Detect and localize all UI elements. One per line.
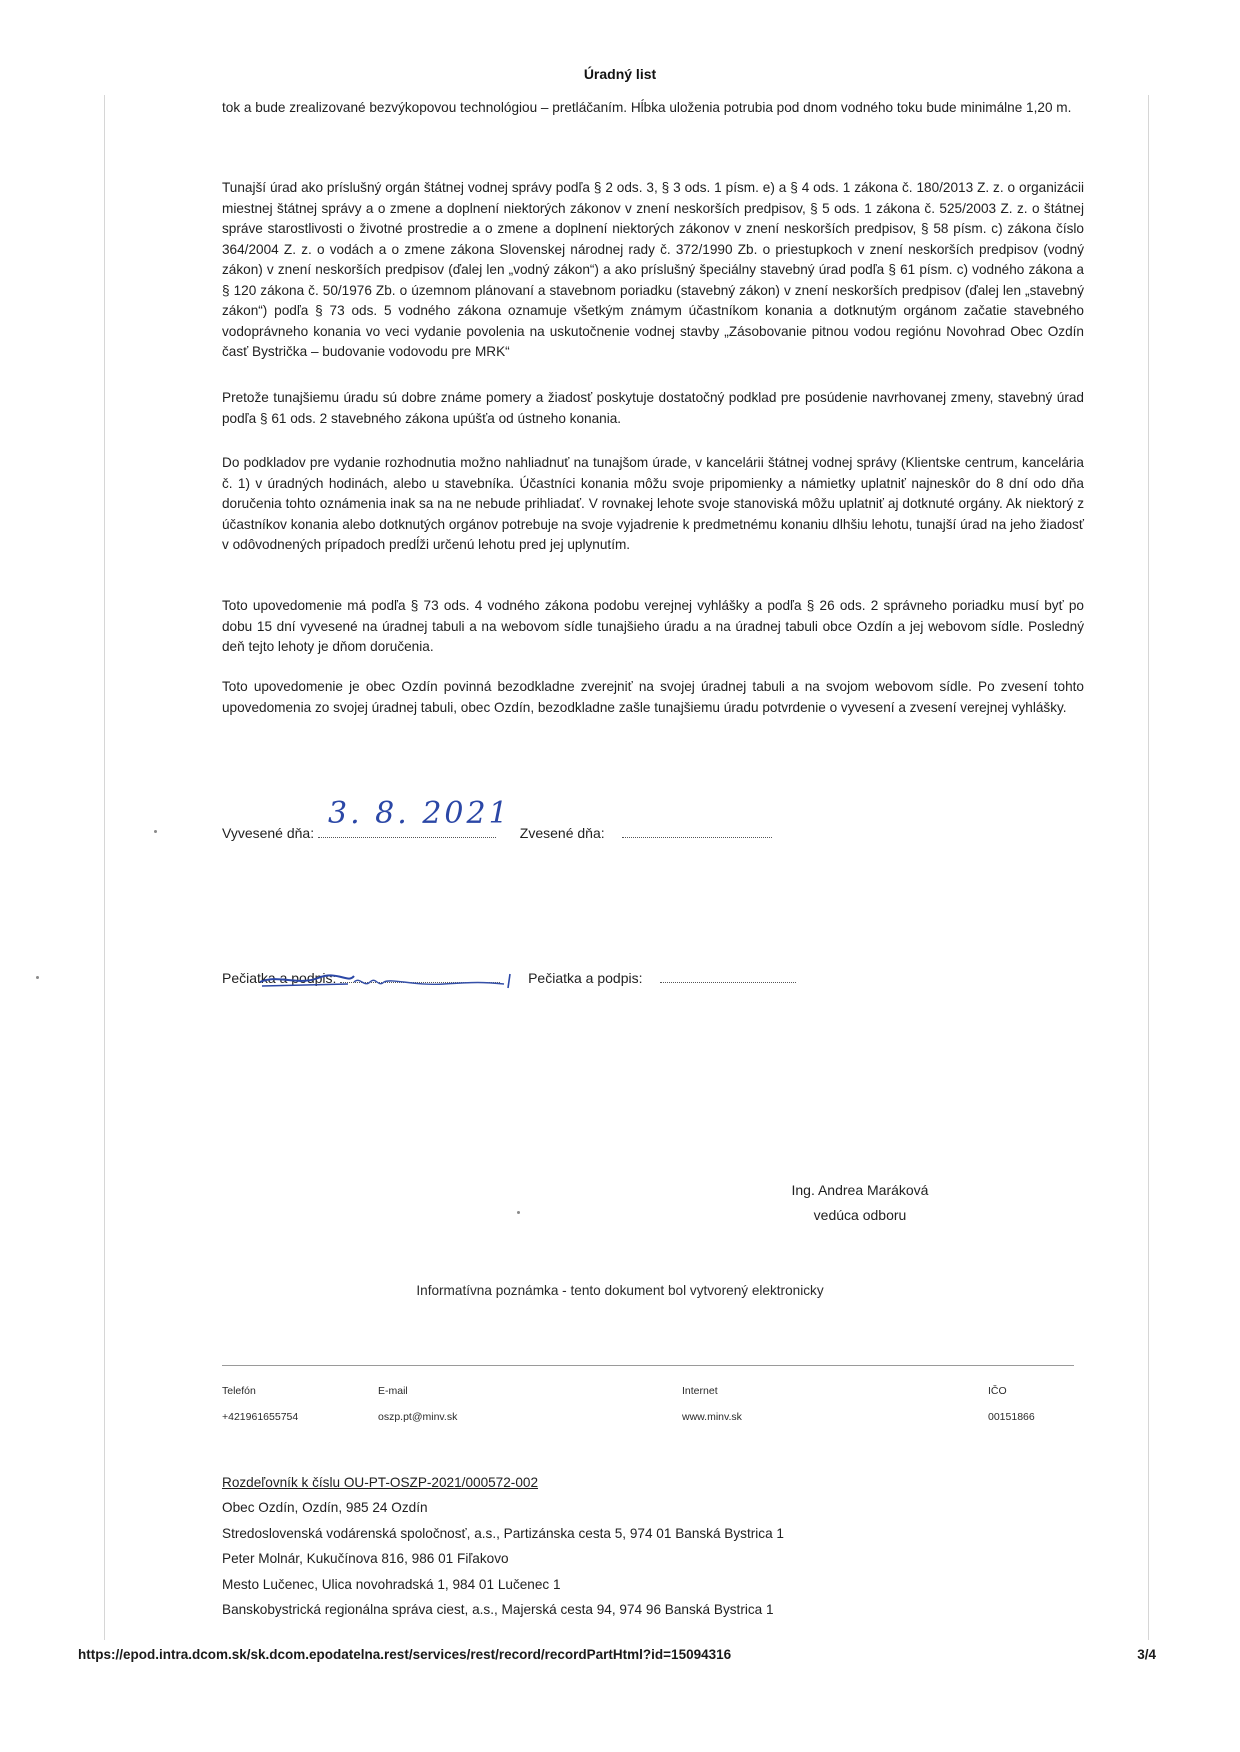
stamp-label-right: Pečiatka a podpis: xyxy=(528,970,643,986)
distribution-item: Peter Molnár, Kukučínova 816, 986 01 Fiľakovo xyxy=(222,1551,509,1567)
footer-internet xyxy=(682,1378,742,1430)
signatory-block xyxy=(700,1178,1020,1228)
distribution-item: Stredoslovenská vodárenská spoločnosť, a.s., Partizánska cesta 5, 974 01 Banská Bystrica 1 xyxy=(222,1525,784,1541)
paragraph-authority: Tunajší úrad ako príslušný orgán štátnej vodnej správy podľa § 2 ods. 3, § 3 ods. 1 písm. e) a § 4 ods. 1 zákona č. 180/2013 Z. z. o organizácii miestnej štátnej správy a o zmene a doplnení niektorých zákonov v znení neskorších predpisov, § 5 ods. 1 zákona č. 525/2003 Z. z. o štátnej správe starostlivosti o životné prostredie a o zmene a doplnení niektorých zákonov v znení neskorších predpisov, § 58 písm. c) zákona číslo 364/2004 Z. z. o vodách a o zmene zákona Slovenskej národnej rady č. 372/1990 Zb. o priestupkoch v znení neskorších predpisov (vodný zákon) v znení neskorších predpisov (ďalej len „vodný zákon“) a ako príslušný špeciálny stavebný úrad podľa § 61 písm. c) vodného zákona a § 120 zákona č. 50/1976 Zb. o územnom plánovaní a stavebnom poriadku (stavebný zákon) v znení neskorších predpisov (ďalej len „stavebný zákon“) podľa § 73 ods. 5 vodného zákona oznamuje všetkým známym účastníkom konania a dotknutým orgánom začatie stavebného vodoprávneho konania vo veci vydanie povolenia na uskutočnenie vodnej stavby „Zásobovanie pitnou vodou regiónu Novohrad Obec Ozdín časť Bystrička – budovanie vodovodu pre MRK“ xyxy=(222,180,1084,359)
page-number: 3/4 xyxy=(1137,1647,1156,1662)
signatory-name: Ing. Andrea Maráková xyxy=(791,1182,929,1198)
paragraph-no-oral-hearing: Pretože tunajšiemu úradu sú dobre známe pomery a žiadosť poskytuje dostatočný podklad pre posúdenie navrhovanej zmeny, stavebný úrad podľa § 61 ods. 2 stavebného zákona upúšťa od ústneho konania. xyxy=(222,390,1084,426)
stamp-label-left: Pečiatka a podpis: xyxy=(222,970,337,986)
footer-divider xyxy=(222,1365,1074,1366)
removed-date-line xyxy=(622,825,772,838)
scan-left-margin-line xyxy=(104,95,105,1640)
posted-date-label: Vyvesené dňa: xyxy=(222,825,315,841)
footer-internet-label: Internet xyxy=(682,1385,718,1397)
footer-email-value: oszp.pt@minv.sk xyxy=(378,1411,458,1423)
footer-ico-value: 00151866 xyxy=(988,1411,1035,1423)
signatory-role: vedúca odboru xyxy=(813,1207,907,1223)
informative-note: Informatívna poznámka - tento dokument bol vytvorený elektronicky xyxy=(416,1283,824,1298)
removed-date-label: Zvesené dňa: xyxy=(519,825,605,841)
footer-email xyxy=(378,1378,457,1430)
posted-date-handwritten: 3. 8. 2021 xyxy=(328,796,511,831)
distribution-item: Obec Ozdín, Ozdín, 985 24 Ozdín xyxy=(222,1500,428,1516)
stamp-line-right xyxy=(660,970,796,983)
paragraph-public-notice: Toto upovedomenie má podľa § 73 ods. 4 vodného zákona podobu verejnej vyhlášky a podľa § 26 ods. 2 správneho poriadku musí byť po dobu 15 dní vyvesené na úradnej tabuli a na webovom sídle tunajšieho úradu a na úradnej tabuli obce Ozdín a jej webovom sídle. Posledný deň tejto lehoty je dňom doručenia. xyxy=(222,598,1084,654)
handwritten-signature-scribble xyxy=(258,960,518,992)
footer-phone-value: +421961655754 xyxy=(222,1411,299,1423)
scan-speck xyxy=(36,976,39,979)
footer-internet-value: www.minv.sk xyxy=(682,1411,742,1423)
distribution-item: Mesto Lučenec, Ulica novohradská 1, 984 01 Lučenec 1 xyxy=(222,1576,561,1592)
paragraph-intro: tok a bude zrealizované bezvýkopovou technológiou – pretláčaním. Hĺbka uloženia potrubia pod dnom vodného toku bude minimálne 1,20 m. xyxy=(222,100,1072,115)
print-url: https://epod.intra.dcom.sk/sk.dcom.epodatelna.rest/services/rest/record/recordPartHtml?id=15094316 xyxy=(78,1647,732,1662)
footer-ico xyxy=(988,1378,1035,1430)
distribution-title: Rozdeľovník k číslu OU-PT-OSZP-2021/000572-002 xyxy=(222,1475,539,1490)
page-header: Úradný list xyxy=(583,66,657,82)
paragraph-documents-access: Do podkladov pre vydanie rozhodnutia možno nahliadnuť na tunajšom úrade, v kancelárii štátnej vodnej správy (Klientske centrum, kancelária č. 1) v úradných hodinách, alebo u stavebníka. Účastníci konania môžu svoje pripomienky a námietky uplatniť najneskôr do 8 dní odo dňa doručenia tohto oznámenia inak sa na ne nebude prihliadať. V rovnakej lehote svoje stanoviská môžu uplatniť aj dotknuté orgány. Ak niektorý z účastníkov konania alebo dotknutých orgánov potrebuje na svoje vyjadrenie k predmetnému konaniu dlhšiu lehotu, tunajší úrad na jeho žiadosť v odôvodnených prípadoch predĺži určenú lehotu pred jej uplynutím. xyxy=(222,455,1084,552)
footer-email-label: E-mail xyxy=(378,1385,408,1397)
footer-ico-label: IČO xyxy=(988,1385,1007,1397)
paragraph-obligation: Toto upovedomenie je obec Ozdín povinná bezodkladne zverejniť na svojej úradnej tabuli a na svojom webovom sídle. Po zvesení tohto upovedomenia zo svojej úradnej tabuli, obec Ozdín, bezodkladne zašle tunajšiemu úradu potvrdenie o vyvesení a zvesení verejnej vyhlášky. xyxy=(222,679,1084,715)
distribution-item: Banskobystrická regionálna správa ciest, a.s., Majerská cesta 94, 974 96 Banská Bystrica 1 xyxy=(222,1602,774,1618)
footer-phone-label: Telefón xyxy=(222,1385,256,1397)
scan-speck xyxy=(517,1211,520,1214)
footer-phone xyxy=(222,1378,298,1430)
scan-speck xyxy=(154,830,157,833)
distribution-list xyxy=(222,1470,784,1622)
scan-right-margin-line xyxy=(1148,95,1149,1640)
